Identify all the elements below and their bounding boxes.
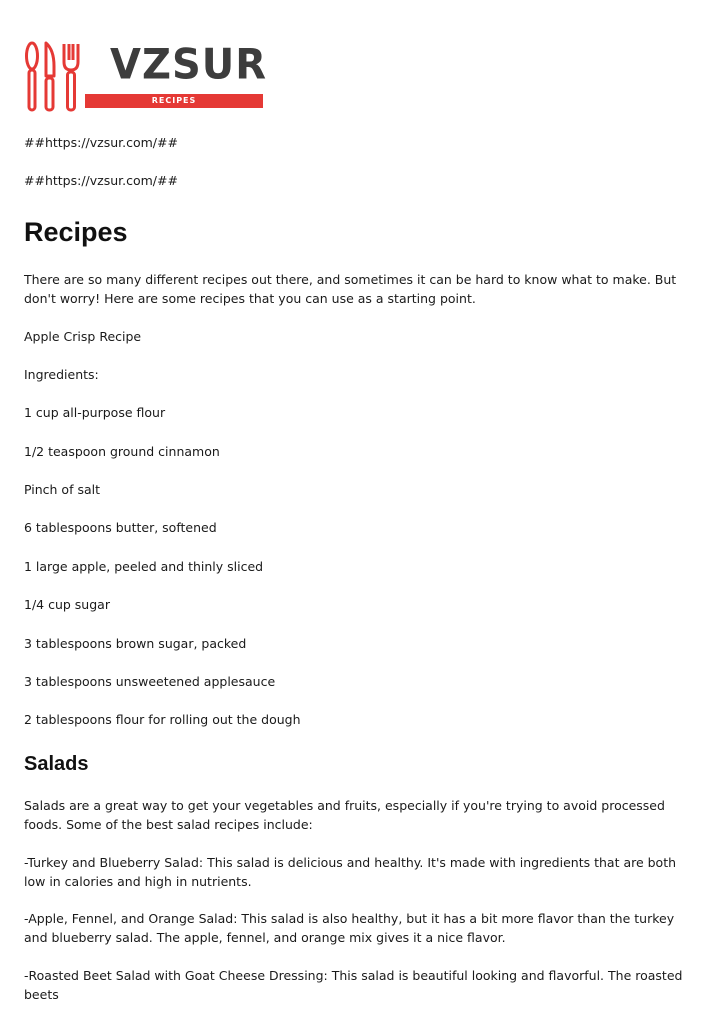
ingredient-item: Pinch of salt <box>24 482 100 497</box>
logo-tagline: RECIPES <box>85 94 263 108</box>
fork-icon <box>64 44 78 110</box>
ingredients-label: Ingredients: <box>24 367 99 382</box>
ingredient-item: 3 tablespoons unsweetened applesauce <box>24 674 276 689</box>
salads-intro: Salads are a great way to get your vegetables and fruits, especially if you're trying to avoid processed foods. Some of the best salad recipes include: <box>24 798 665 832</box>
ingredient-item: 3 tablespoons brown sugar, packed <box>24 636 247 651</box>
ingredient-item: 1/4 cup sugar <box>24 597 110 612</box>
ingredient-item: 6 tablespoons butter, softened <box>24 520 217 535</box>
salad-item: -Roasted Beet Salad with Goat Cheese Dressing: This salad is beautiful looking and flavorful. The roasted beets <box>24 968 683 1002</box>
ingredient-item: 1 cup all-purpose flour <box>24 405 166 420</box>
recipe-name: Apple Crisp Recipe <box>24 329 142 344</box>
logo-brand: VZSUR <box>110 40 268 90</box>
salad-item: -Apple, Fennel, and Orange Salad: This salad is also healthy, but it has a bit more flavor than the turkey and blueberry salad. The apple, fennel, and orange mix gives it a nice flavor. <box>24 911 675 945</box>
site-logo[interactable] <box>24 40 266 112</box>
salad-item: -Turkey and Blueberry Salad: This salad is delicious and healthy. It's made with ingredients that are both low in calories and high in nutrients. <box>24 855 677 889</box>
ingredient-item: 2 tablespoons flour for rolling out the dough <box>24 712 301 727</box>
knife-icon <box>46 43 54 110</box>
utensils-icon <box>24 40 84 112</box>
site-link[interactable]: ##https://vzsur.com/## <box>24 173 178 188</box>
page-title: Recipes <box>24 217 128 247</box>
ingredient-item: 1/2 teaspoon ground cinnamon <box>24 444 220 459</box>
section-heading-salads: Salads <box>24 753 89 775</box>
intro-paragraph: There are so many different recipes out there, and sometimes it can be hard to know what to make. But don't worry! Here are some recipes that you can use as a starting point. <box>24 272 677 306</box>
site-link[interactable]: ##https://vzsur.com/## <box>24 135 178 150</box>
spoon-icon <box>27 43 38 110</box>
ingredient-item: 1 large apple, peeled and thinly sliced <box>24 559 264 574</box>
